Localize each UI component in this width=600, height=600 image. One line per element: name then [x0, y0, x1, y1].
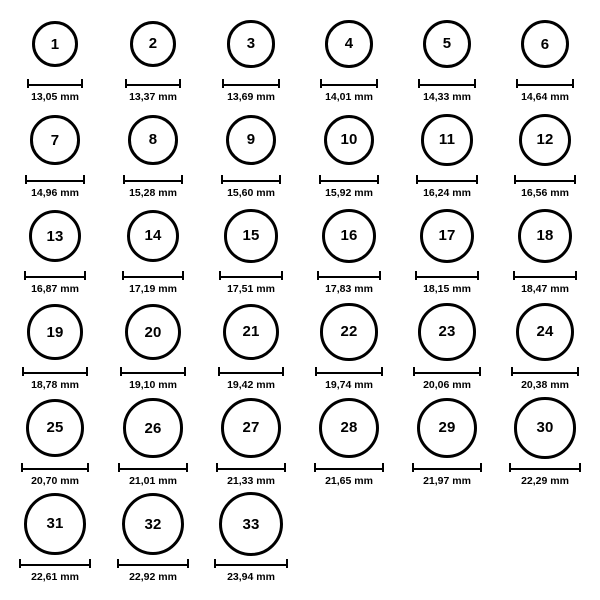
ring-circle — [518, 209, 573, 264]
diameter-value-label: 14,33 mm — [423, 91, 471, 103]
diameter-measure-bar — [117, 559, 189, 568]
diameter-measure-bar — [320, 79, 378, 88]
ring-circle — [519, 114, 571, 166]
ring-size-label: 15 — [242, 227, 260, 245]
ring-circle — [127, 210, 180, 263]
ring-circle — [130, 21, 177, 68]
ring-circle — [516, 303, 574, 361]
ring-circle-wrapper — [30, 106, 79, 174]
diameter-measure-bar — [125, 79, 182, 88]
ring-size-cell — [398, 394, 496, 490]
diameter-value-label: 22,29 mm — [521, 475, 569, 487]
diameter-value-label: 20,70 mm — [31, 475, 79, 487]
ring-size-cell — [398, 10, 496, 106]
ring-circle-wrapper — [128, 106, 178, 174]
ring-size-label: 2 — [148, 35, 158, 53]
diameter-value-label: 17,19 mm — [129, 283, 177, 295]
ring-circle-wrapper — [130, 10, 177, 78]
diameter-measure-bar — [317, 271, 381, 280]
ring-circle-wrapper — [223, 298, 280, 366]
ring-size-label: 22 — [340, 323, 358, 341]
ring-size-label: 14 — [144, 227, 162, 245]
diameter-value-label: 14,01 mm — [325, 91, 373, 103]
ring-size-cell — [398, 298, 496, 394]
ring-size-label: 9 — [246, 131, 256, 149]
ring-size-label: 8 — [148, 131, 158, 149]
ring-circle — [26, 399, 85, 458]
ring-size-label: 28 — [340, 419, 358, 437]
diameter-measure-bar — [415, 271, 479, 280]
diameter-measure-bar — [516, 79, 575, 88]
ring-size-label: 29 — [438, 419, 456, 437]
ring-circle — [322, 209, 376, 263]
ring-circle-wrapper — [519, 106, 571, 174]
diameter-value-label: 16,87 mm — [31, 283, 79, 295]
diameter-measure-bar — [509, 463, 580, 472]
diameter-measure-bar — [123, 175, 183, 184]
ring-circle-wrapper — [320, 298, 377, 366]
ring-circle-wrapper — [518, 202, 573, 270]
diameter-measure-bar — [25, 175, 84, 184]
ring-size-label: 12 — [536, 131, 554, 149]
ring-size-cell — [202, 106, 300, 202]
ring-size-cell — [300, 298, 398, 394]
ring-circle — [219, 492, 283, 556]
ring-circle-wrapper — [32, 10, 78, 78]
diameter-value-label: 17,83 mm — [325, 283, 373, 295]
ring-circle — [324, 115, 375, 166]
diameter-value-label: 21,97 mm — [423, 475, 471, 487]
ring-circle — [514, 397, 575, 458]
ring-size-grid — [6, 10, 594, 586]
ring-size-cell — [202, 298, 300, 394]
ring-size-label: 31 — [46, 515, 64, 533]
ring-circle-wrapper — [227, 10, 274, 78]
diameter-value-label: 19,74 mm — [325, 379, 373, 391]
ring-circle-wrapper — [423, 10, 471, 78]
ring-size-cell — [300, 394, 398, 490]
ring-size-label: 5 — [442, 35, 452, 53]
diameter-measure-bar — [219, 271, 282, 280]
ring-size-cell — [496, 106, 594, 202]
ring-circle — [226, 115, 276, 165]
diameter-measure-bar — [413, 367, 481, 376]
ring-size-cell — [300, 202, 398, 298]
diameter-measure-bar — [514, 175, 576, 184]
ring-size-cell — [104, 202, 202, 298]
diameter-measure-bar — [122, 271, 185, 280]
ring-circle-wrapper — [221, 394, 281, 462]
ring-size-cell — [398, 106, 496, 202]
ring-circle — [423, 20, 471, 68]
ring-size-cell — [496, 298, 594, 394]
ring-size-label: 24 — [536, 323, 554, 341]
ring-circle — [123, 398, 182, 457]
diameter-value-label: 18,78 mm — [31, 379, 79, 391]
diameter-measure-bar — [221, 175, 281, 184]
ring-circle-wrapper — [325, 10, 373, 78]
ring-circle-wrapper — [27, 298, 82, 366]
ring-size-cell — [496, 202, 594, 298]
ring-circle-wrapper — [417, 394, 478, 462]
ring-circle — [27, 304, 82, 359]
ring-circle-wrapper — [521, 10, 570, 78]
diameter-value-label: 17,51 mm — [227, 283, 275, 295]
ring-circle — [421, 114, 472, 165]
diameter-value-label: 18,47 mm — [521, 283, 569, 295]
ring-circle-wrapper — [322, 202, 376, 270]
ring-size-label: 1 — [50, 35, 60, 53]
diameter-value-label: 22,92 mm — [129, 571, 177, 583]
ring-size-cell — [202, 202, 300, 298]
diameter-measure-bar — [27, 79, 83, 88]
diameter-measure-bar — [513, 271, 578, 280]
ring-circle-wrapper — [127, 202, 180, 270]
diameter-measure-bar — [214, 559, 288, 568]
diameter-measure-bar — [511, 367, 579, 376]
ring-circle-wrapper — [24, 490, 86, 558]
diameter-value-label: 18,15 mm — [423, 283, 471, 295]
ring-circle — [30, 115, 79, 164]
ring-size-label: 13 — [46, 227, 64, 245]
ring-circle — [418, 303, 476, 361]
diameter-value-label: 19,10 mm — [129, 379, 177, 391]
ring-circle — [420, 209, 474, 263]
ring-size-cell — [6, 490, 104, 586]
ring-size-label: 10 — [340, 131, 358, 149]
ring-size-cell — [202, 394, 300, 490]
diameter-value-label: 20,38 mm — [521, 379, 569, 391]
diameter-measure-bar — [222, 79, 279, 88]
ring-size-label: 23 — [438, 323, 456, 341]
diameter-measure-bar — [19, 559, 91, 568]
ring-circle-wrapper — [420, 202, 474, 270]
diameter-value-label: 13,37 mm — [129, 91, 177, 103]
ring-size-cell — [6, 298, 104, 394]
ring-size-label: 17 — [438, 227, 456, 245]
diameter-value-label: 16,24 mm — [423, 187, 471, 199]
ring-size-cell — [104, 490, 202, 586]
diameter-value-label: 13,69 mm — [227, 91, 275, 103]
ring-size-label: 11 — [438, 131, 456, 149]
ring-size-label: 30 — [536, 419, 554, 437]
ring-size-label: 21 — [242, 323, 260, 341]
ring-size-cell — [398, 202, 496, 298]
ring-size-label: 26 — [144, 419, 162, 437]
ring-circle — [32, 21, 78, 67]
ring-size-cell — [202, 10, 300, 106]
ring-circle-wrapper — [125, 298, 181, 366]
ring-circle-wrapper — [421, 106, 472, 174]
ring-size-label: 33 — [242, 515, 260, 533]
ring-circle — [24, 493, 86, 555]
ring-size-cell — [496, 394, 594, 490]
ring-circle — [221, 398, 281, 458]
diameter-value-label: 20,06 mm — [423, 379, 471, 391]
ring-size-label: 25 — [46, 419, 64, 437]
ring-circle-wrapper — [516, 298, 574, 366]
diameter-measure-bar — [418, 79, 476, 88]
ring-circle — [128, 115, 178, 165]
diameter-measure-bar — [218, 367, 285, 376]
diameter-value-label: 23,94 mm — [227, 571, 275, 583]
diameter-measure-bar — [24, 271, 86, 280]
diameter-value-label: 19,42 mm — [227, 379, 275, 391]
diameter-measure-bar — [21, 463, 90, 472]
diameter-value-label: 21,01 mm — [129, 475, 177, 487]
ring-size-label: 32 — [144, 515, 162, 533]
ring-size-label: 18 — [536, 227, 554, 245]
ring-circle — [325, 20, 373, 68]
ring-size-cell — [202, 490, 300, 586]
ring-circle — [319, 398, 379, 458]
ring-size-cell — [300, 10, 398, 106]
ring-size-cell — [104, 298, 202, 394]
diameter-measure-bar — [118, 463, 187, 472]
diameter-value-label: 22,61 mm — [31, 571, 79, 583]
diameter-value-label: 14,96 mm — [31, 187, 79, 199]
ring-circle-wrapper — [29, 202, 81, 270]
diameter-measure-bar — [120, 367, 186, 376]
ring-circle-wrapper — [226, 106, 276, 174]
ring-circle-wrapper — [418, 298, 476, 366]
ring-size-cell — [104, 10, 202, 106]
ring-circle — [320, 303, 377, 360]
ring-size-cell — [104, 394, 202, 490]
diameter-value-label: 15,28 mm — [129, 187, 177, 199]
ring-circle-wrapper — [26, 394, 85, 462]
diameter-value-label: 21,65 mm — [325, 475, 373, 487]
diameter-measure-bar — [416, 175, 477, 184]
ring-circle — [29, 210, 81, 262]
ring-circle — [224, 209, 277, 262]
ring-circle-wrapper — [224, 202, 277, 270]
ring-size-label: 20 — [144, 323, 162, 341]
diameter-value-label: 14,64 mm — [521, 91, 569, 103]
diameter-value-label: 16,56 mm — [521, 187, 569, 199]
ring-circle-wrapper — [324, 106, 375, 174]
ring-circle — [227, 20, 274, 67]
ring-size-label: 4 — [344, 35, 354, 53]
ring-size-label: 3 — [246, 35, 256, 53]
diameter-measure-bar — [319, 175, 380, 184]
ring-circle — [125, 304, 181, 360]
ring-circle — [223, 304, 280, 361]
ring-size-cell — [6, 394, 104, 490]
ring-size-cell — [6, 202, 104, 298]
ring-size-cell — [6, 106, 104, 202]
ring-circle — [521, 20, 570, 69]
ring-size-label: 16 — [340, 227, 358, 245]
ring-size-cell — [104, 106, 202, 202]
diameter-measure-bar — [314, 463, 384, 472]
ring-circle — [122, 493, 184, 555]
diameter-measure-bar — [22, 367, 87, 376]
ring-circle-wrapper — [122, 490, 184, 558]
ring-circle-wrapper — [219, 490, 283, 558]
ring-circle-wrapper — [514, 394, 575, 462]
diameter-measure-bar — [412, 463, 483, 472]
diameter-value-label: 15,92 mm — [325, 187, 373, 199]
ring-size-cell — [496, 10, 594, 106]
ring-size-label: 6 — [540, 35, 550, 53]
diameter-measure-bar — [216, 463, 286, 472]
diameter-value-label: 13,05 mm — [31, 91, 79, 103]
ring-size-cell — [6, 10, 104, 106]
ring-size-label: 27 — [242, 419, 260, 437]
ring-size-label: 7 — [50, 131, 60, 149]
ring-circle-wrapper — [123, 394, 182, 462]
ring-size-label: 19 — [46, 323, 64, 341]
diameter-value-label: 21,33 mm — [227, 475, 275, 487]
diameter-value-label: 15,60 mm — [227, 187, 275, 199]
ring-circle-wrapper — [319, 394, 379, 462]
diameter-measure-bar — [315, 367, 382, 376]
ring-circle — [417, 398, 478, 459]
ring-size-cell — [300, 106, 398, 202]
